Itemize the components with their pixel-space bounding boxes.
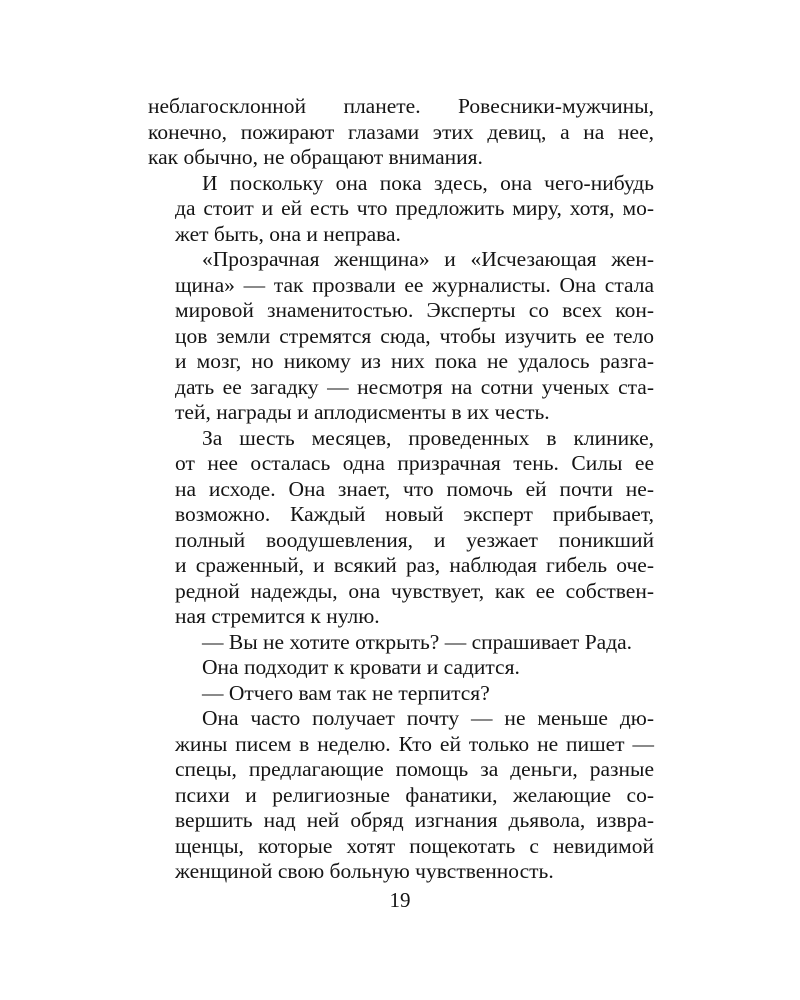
paragraph <box>148 247 654 426</box>
text-line: Она часто получает почту — не меньше дю- <box>202 706 654 730</box>
text-line: возможно. Каждый новый эксперт прибывает, <box>175 502 654 526</box>
text-line: жет быть, она и неправа. <box>175 221 401 246</box>
text-line: дать ее загадку — несмотря на сотни ученых ста- <box>175 374 654 399</box>
text-line: полный воодушевления, и уезжает поникший <box>175 527 654 552</box>
text-line: Она подходит к кровати и садится. <box>202 655 520 679</box>
paragraph <box>148 681 654 707</box>
text-line: редной надежды, она чувствует, как ее собствен- <box>175 578 654 603</box>
text-line: ная стремится к нулю. <box>175 604 380 628</box>
paragraph <box>148 706 654 885</box>
page-number: 19 <box>389 888 411 912</box>
paragraph <box>148 630 654 656</box>
text-line: спецы, предлагающие помощь за деньги, разные <box>175 757 654 781</box>
paragraph <box>148 94 654 171</box>
paragraph <box>148 655 654 681</box>
text-line: И поскольку она пока здесь, она чего-нибудь <box>202 170 654 195</box>
text-line: как обычно, не обращают внимания. <box>148 145 483 169</box>
text-line: За шесть месяцев, проведенных в клинике, <box>202 425 654 450</box>
text-line: щина» — так прозвали ее журналисты. Она стала <box>175 272 654 297</box>
text-line: женщиной свою больную чувственность. <box>175 859 554 883</box>
text-line: щенцы, которые хотят пощекотать с невидимой <box>175 833 654 858</box>
text-line: — Отчего вам так не терпится? <box>202 680 490 705</box>
text-line: цов земли стремятся сюда, чтобы изучить ее тело <box>175 323 654 348</box>
text-line: на исходе. Она знает, что помочь ей почти не- <box>175 476 654 501</box>
text-line: конечно, пожирают глазами этих девиц, а на нее, <box>148 119 654 144</box>
body-text <box>148 94 654 885</box>
text-line: тей, награды и аплодисменты в их честь. <box>175 400 550 424</box>
text-line: — Вы не хотите открыть? — спрашивает Рада. <box>202 629 633 654</box>
text-line: и мозг, но никому из них пока не удалось разга- <box>175 349 654 373</box>
text-line: мировой знаменитостью. Эксперты со всех кон- <box>175 298 654 322</box>
text-line: неблагосклонной планете. Ровесники-мужчины, <box>148 94 654 118</box>
text-line: да стоит и ей есть что предложить миру, хотя, мо- <box>175 196 654 220</box>
paragraph <box>148 171 654 248</box>
text-line: от нее осталась одна призрачная тень. Силы ее <box>175 451 654 475</box>
text-line: «Прозрачная женщина» и «Исчезающая жен- <box>202 247 654 271</box>
text-line: психи и религиозные фанатики, желающие со- <box>175 782 654 807</box>
text-line: жины писем в неделю. Кто ей только не пишет — <box>175 731 654 756</box>
text-line: вершить над ней обряд изгнания дьявола, извра- <box>175 808 654 832</box>
paragraph <box>148 426 654 630</box>
text-line: и сраженный, и всякий раз, наблюдая гибель оче- <box>175 553 654 577</box>
